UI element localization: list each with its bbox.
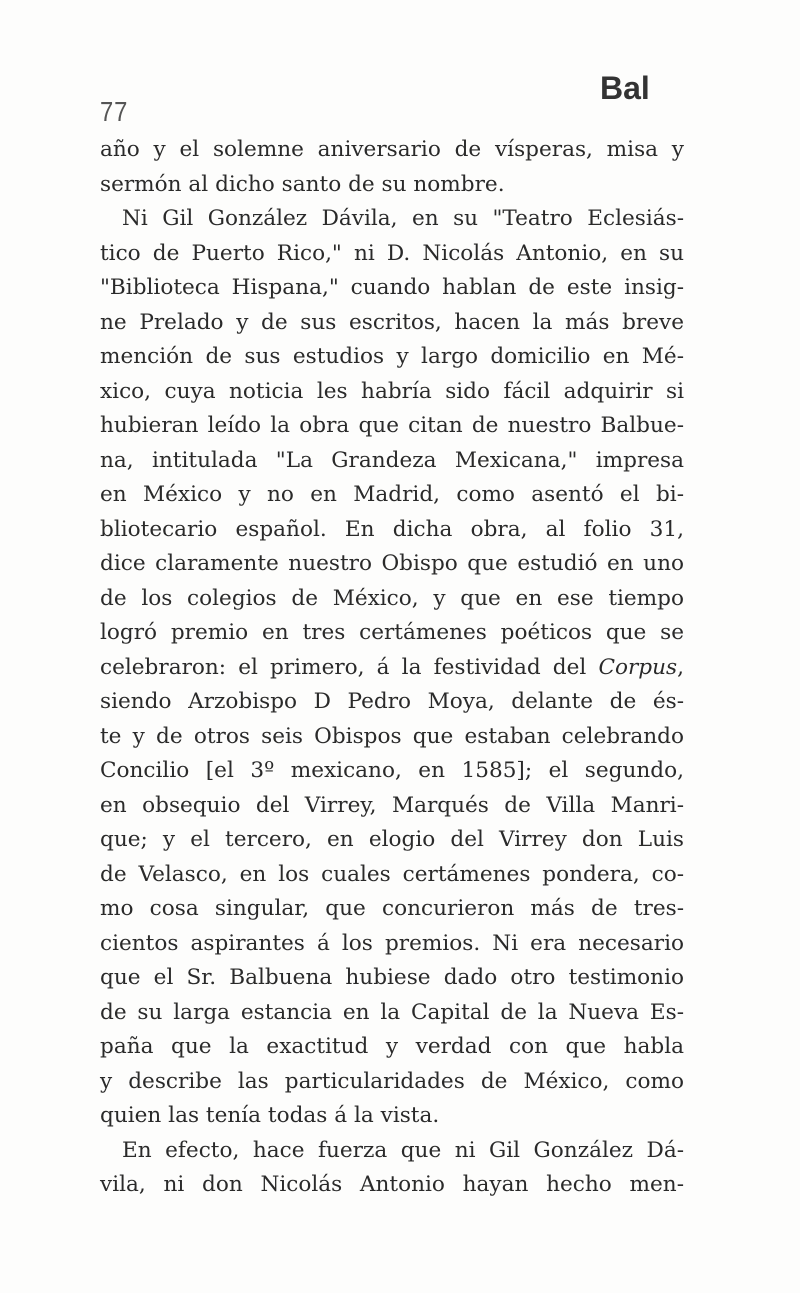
text-line: en México y no en Madrid, como asentó el bi-: [100, 482, 684, 507]
text-line: dice claramente nuestro Obispo que estudió en uno: [100, 551, 684, 576]
text-line: tico de Puerto Rico," ni D. Nicolás Antonio, en su: [100, 240, 684, 266]
text-line: te y de otros seis Obispos que estaban celebrando: [100, 723, 684, 749]
text-line: paña que la exactitud y verdad con que habla: [100, 1034, 684, 1059]
text-line: na, intitulada "La Grandeza Mexicana," impresa: [100, 447, 684, 473]
text-line: y describe las particularidades de México, como: [100, 1068, 684, 1094]
text-line: hubieran leído la obra que citan de nuestro Balbue-: [100, 413, 684, 438]
text-line: sermón al dicho santo de su nombre.: [100, 171, 505, 197]
text-line: de los colegios de México, y que en ese tiempo: [100, 585, 684, 611]
text-line: logró premio en tres certámenes poéticos que se: [100, 620, 684, 645]
text-line: celebraron: el primero, á la festividad del Corpus,: [100, 654, 684, 680]
text-line: En efecto, hace fuerza que ni Gil González Dá-: [122, 1137, 684, 1163]
text-line: año y el solemne aniversario de vísperas, misa y: [100, 137, 684, 162]
text-line: quien las tenía todas á la vista.: [100, 1103, 440, 1128]
text-line: que; y el tercero, en elogio del Virrey don Luis: [100, 827, 684, 852]
text-line: de su larga estancia en la Capital de la Nueva Es-: [100, 999, 684, 1025]
text-line: Concilio [el 3º mexicano, en 1585]; el segundo,: [100, 758, 684, 783]
text-line: vila, ni don Nicolás Antonio hayan hecho men-: [100, 1172, 684, 1197]
text-line: que el Sr. Balbuena hubiese dado otro testimonio: [100, 965, 684, 990]
text-line: xico, cuya noticia les habría sido fácil adquirir si: [100, 378, 684, 404]
body-text: [100, 133, 684, 1203]
text-line: "Biblioteca Hispana," cuando hablan de este insig-: [100, 275, 684, 300]
text-line: siendo Arzobispo D Pedro Moya, delante de és-: [100, 689, 684, 714]
italic-word: Corpus: [598, 654, 678, 680]
text-line: en obsequio del Virrey, Marqués de Villa Manri-: [100, 792, 684, 818]
running-header: Bal: [600, 70, 650, 106]
page-number: 77: [100, 96, 129, 127]
text-line: mención de sus estudios y largo domicilio en Mé-: [100, 344, 684, 369]
text-line: mo cosa singular, que concurieron más de tres-: [100, 896, 684, 921]
text-line: ne Prelado y de sus escritos, hacen la más breve: [100, 309, 684, 335]
text-line: cientos aspirantes á los premios. Ni era necesario: [100, 930, 684, 956]
text-line: bliotecario español. En dicha obra, al folio 31,: [100, 516, 684, 542]
text-line: de Velasco, en los cuales certámenes pondera, co-: [100, 861, 684, 887]
text-line: Ni Gil González Dávila, en su "Teatro Eclesiás-: [122, 206, 684, 231]
